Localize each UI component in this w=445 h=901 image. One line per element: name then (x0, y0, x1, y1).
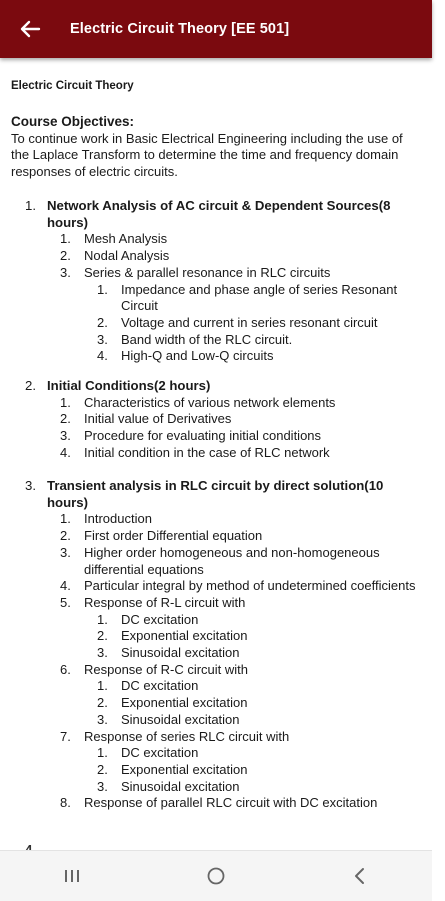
list-item: 1. Mesh Analysis (60, 231, 168, 247)
section-number: 3. (25, 478, 36, 493)
list-item: 7. Response of series RLC circuit with (60, 728, 290, 744)
recents-icon[interactable] (42, 856, 102, 896)
section-number: 2. (25, 378, 36, 393)
list-item: 2. First order Differential equation (60, 528, 263, 544)
list-item: 5. Response of R-L circuit with (60, 594, 246, 610)
list-item: 6. Response of R-C circuit with (60, 661, 248, 677)
list-item: 8. Response of parallel RLC circuit with DC excitation (60, 795, 378, 811)
back-chevron-icon[interactable] (330, 856, 390, 896)
list-item: 3. Higher order homogeneous and non-homogeneous differential equations (60, 544, 380, 577)
list-item: 2. Nodal Analysis (60, 248, 170, 264)
home-icon[interactable] (186, 856, 246, 896)
app-bar (0, 0, 432, 58)
sub-list-item: 1. DC excitation (97, 745, 199, 761)
section-1 (0, 198, 432, 365)
objectives-text: To continue work in Basic Electrical Engineering including the use of the Laplace Transform to determine the time and frequency domain responses of electric circuits. (11, 130, 403, 180)
sub-list-item: 2. Exponential excitation (97, 628, 248, 644)
course-objectives (11, 114, 423, 181)
sub-list-item: 3. Sinusoidal excitation (97, 711, 240, 727)
section-title: Transient analysis in RLC circuit by direct solution(10 hours) (47, 478, 384, 510)
list-item: 4. Initial condition in the case of RLC network (60, 444, 330, 460)
list-item: 4. Particular integral by method of undetermined coefficients (60, 578, 416, 594)
list-item: 3. Procedure for evaluating initial conditions (60, 428, 322, 444)
content-scroll[interactable] (0, 58, 432, 850)
list-item: 1. Characteristics of various network elements (60, 394, 336, 410)
sub-list-item: 1. DC excitation (97, 678, 199, 694)
list-item: 2. Initial value of Derivatives (60, 411, 232, 427)
sub-list-item: 1. Impedance and phase angle of series Resonant Circuit (97, 281, 398, 314)
section-title: Network Analysis of AC circuit & Dependent Sources(8 hours) (47, 198, 391, 230)
system-nav-bar (0, 850, 432, 901)
section-3 (0, 478, 432, 812)
sub-list-item: 1. DC excitation (97, 611, 199, 627)
list-item: 3. Series & parallel resonance in RLC circuits (60, 264, 331, 280)
list-item: 1. Introduction (60, 511, 152, 527)
sub-list-item: 3. Band width of the RLC circuit. (97, 331, 293, 347)
sub-list-item: 4. High-Q and Low-Q circuits (97, 348, 274, 364)
sub-list-item: 3. Sinusoidal excitation (97, 645, 240, 661)
sub-list-item: 2. Exponential excitation (97, 695, 248, 711)
page-title: Electric Circuit Theory [EE 501] (70, 21, 290, 37)
section-title: Initial Conditions(2 hours) (47, 378, 211, 393)
back-arrow-icon[interactable] (16, 15, 44, 43)
course-heading: Electric Circuit Theory (11, 80, 134, 92)
section-number: 1. (25, 198, 36, 213)
objectives-title: Course Objectives: (11, 114, 135, 129)
sub-list-item: 2. Exponential excitation (97, 761, 248, 777)
section-2 (0, 378, 432, 462)
sub-list-item: 3. Sinusoidal excitation (97, 778, 240, 794)
sub-list-item: 2. Voltage and current in series resonant circuit (97, 314, 378, 330)
